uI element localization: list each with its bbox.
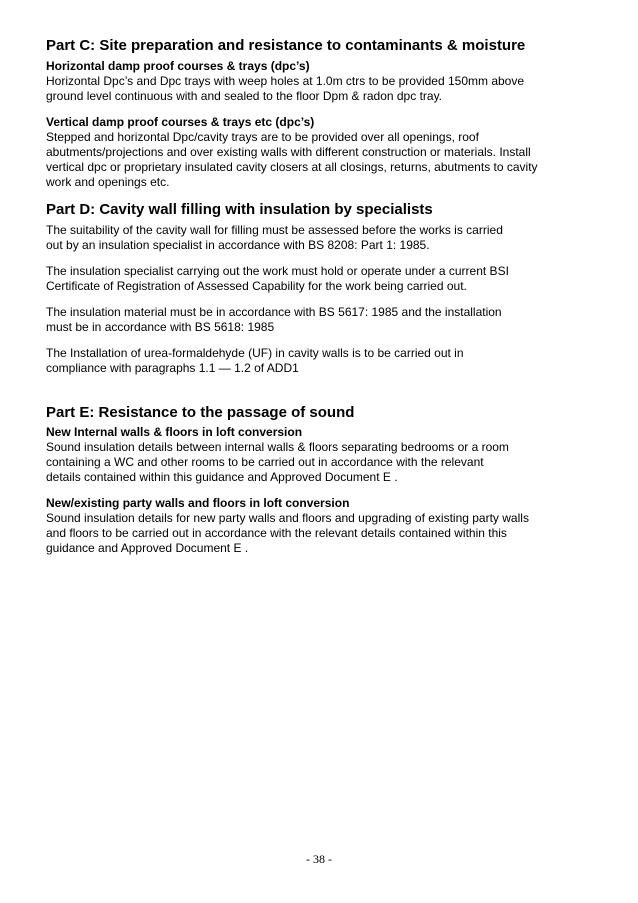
text-line: Stepped and horizontal Dpc/cavity trays are to be provided over all openings, roof <box>46 130 479 144</box>
paragraph-specialist-certificate <box>46 264 596 294</box>
section-title-part-c: Part C: Site preparation and resistance to contaminants & moisture <box>46 37 526 54</box>
section-title-part-d: Part D: Cavity wall filling with insulation by specialists <box>46 201 433 218</box>
text-line: abutments/projections and over existing walls with different construction or materials. Install <box>46 145 531 159</box>
paragraph-uf-installation <box>46 346 596 376</box>
horizontal-dpc-text <box>46 74 596 104</box>
party-walls-heading: New/existing party walls and floors in loft conversion <box>46 496 350 510</box>
text-line: ground level continuous with and sealed to the floor Dpm & radon dpc tray. <box>46 89 443 103</box>
paragraph-insulation-standards <box>46 305 596 335</box>
section-title-part-e: Part E: Resistance to the passage of sound <box>46 404 355 421</box>
text-line: work and openings etc. <box>46 175 170 189</box>
text-line: and floors to be carried out in accordance with the relevant details contained within this <box>46 526 507 540</box>
document-page <box>46 36 596 556</box>
text-line: The suitability of the cavity wall for filling must be assessed before the works is carried <box>46 223 503 237</box>
text-line: Sound insulation details between internal walls & floors separating bedrooms or a room <box>46 440 509 454</box>
section-part-d <box>46 200 596 376</box>
text-line: The insulation specialist carrying out the work must hold or operate under a current BSI <box>46 264 509 278</box>
section-part-c <box>46 36 596 190</box>
party-walls-block <box>46 496 596 556</box>
text-line: The Installation of urea-formaldehyde (UF) in cavity walls is to be carried out in <box>46 346 464 360</box>
text-line: vertical dpc or proprietary insulated cavity closers at all closings, returns, abutments to cavity <box>46 160 538 174</box>
text-line: containing a WC and other rooms to be carried out in accordance with the relevant <box>46 455 484 469</box>
internal-walls-block <box>46 425 596 485</box>
text-line: The insulation material must be in accordance with BS 5617: 1985 and the installation <box>46 305 502 319</box>
internal-walls-text <box>46 440 596 485</box>
horizontal-dpc-block <box>46 59 596 104</box>
vertical-dpc-text <box>46 130 596 190</box>
paragraph-cavity-suitability <box>46 223 596 253</box>
text-line: out by an insulation specialist in accordance with BS 8208: Part 1: 1985. <box>46 238 430 252</box>
internal-walls-heading: New Internal walls & floors in loft conversion <box>46 425 303 439</box>
text-line: Certificate of Registration of Assessed Capability for the work being carried out. <box>46 279 467 293</box>
text-line: Sound insulation details for new party walls and floors and upgrading of existing party walls <box>46 511 529 525</box>
page-number: - 38 - <box>306 852 332 866</box>
section-part-e <box>46 403 596 556</box>
text-line: must be in accordance with BS 5618: 1985 <box>46 320 275 334</box>
text-line: Horizontal Dpc’s and Dpc trays with weep holes at 1.0m ctrs to be provided 150mm above <box>46 74 525 88</box>
text-line: compliance with paragraphs 1.1 — 1.2 of ADD1 <box>46 361 299 375</box>
horizontal-dpc-heading: Horizontal damp proof courses & trays (dpc’s) <box>46 59 310 73</box>
text-line: details contained within this guidance and Approved Document E . <box>46 470 398 484</box>
text-line: guidance and Approved Document E . <box>46 541 249 555</box>
vertical-dpc-heading: Vertical damp proof courses & trays etc (dpc’s) <box>46 115 315 129</box>
party-walls-text <box>46 511 596 556</box>
vertical-dpc-block <box>46 115 596 190</box>
